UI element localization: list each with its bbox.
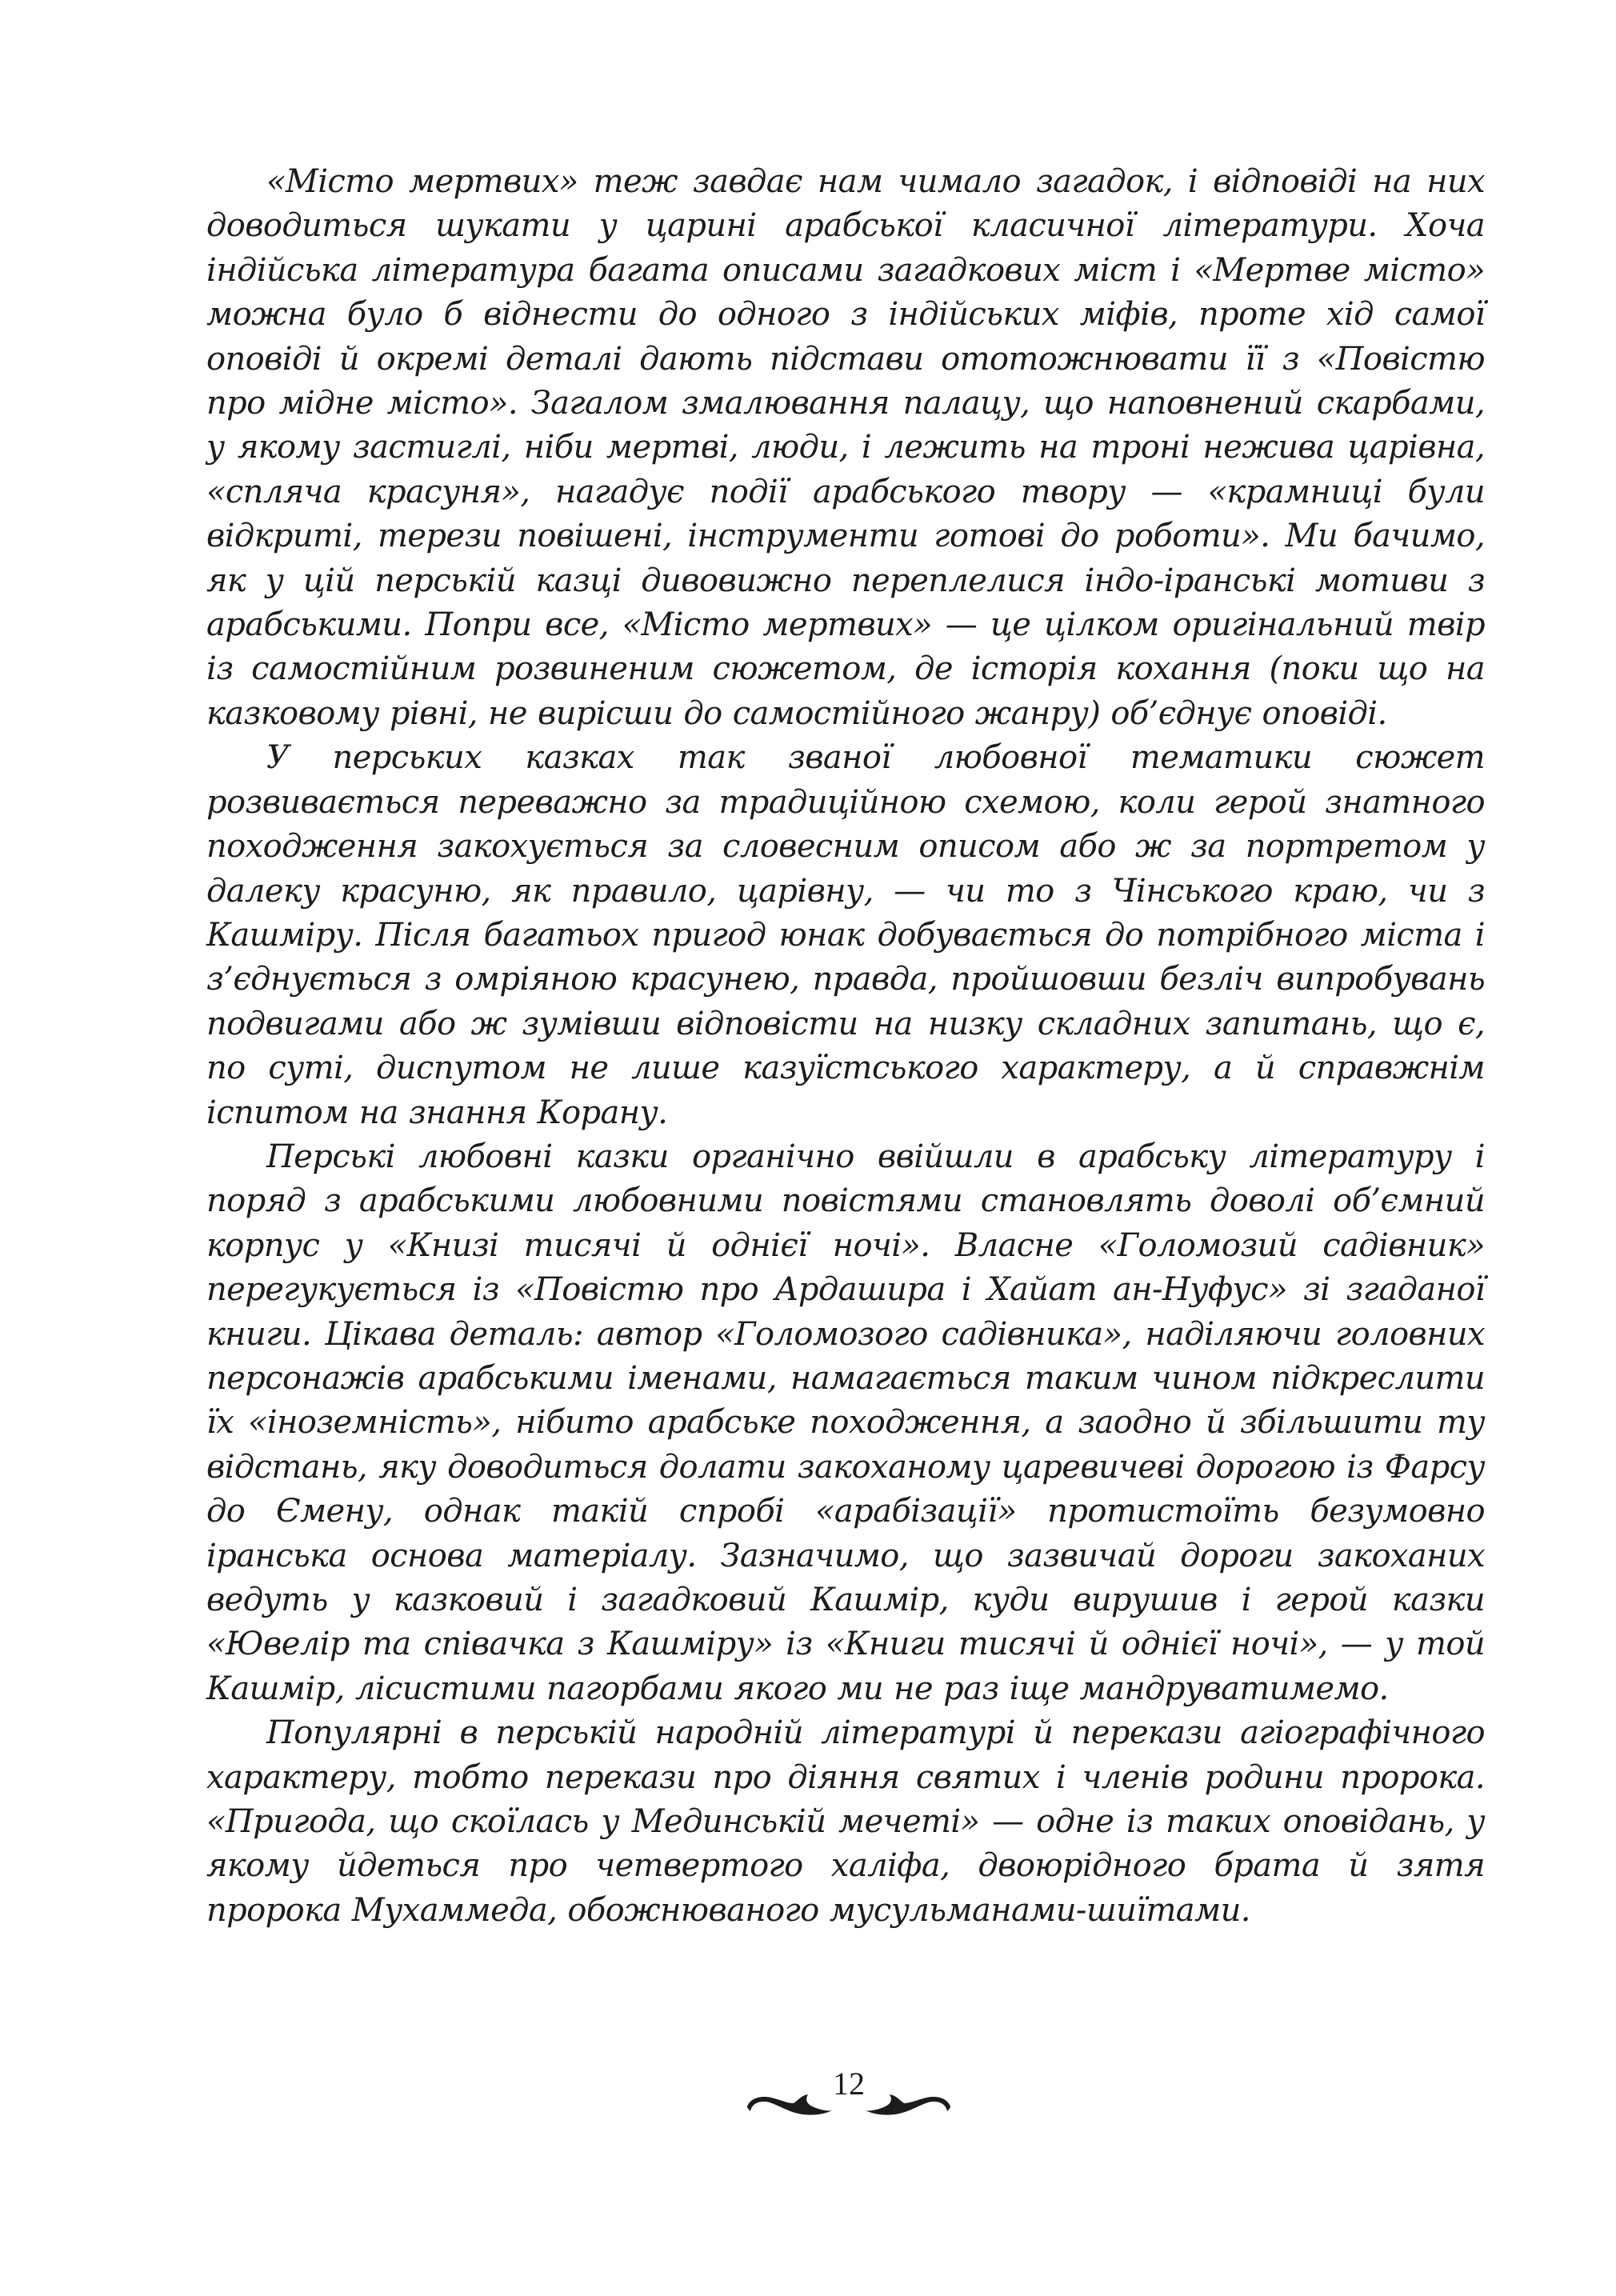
- paragraph-4: Популярні в перській народній літературі й перекази агіографічного характеру, тобто перекази про діяння святих і членів родини пророка. «Пригода, що скоїлась у Мединській мечеті» — одне із таких оповідань, у якому йдеться про четвертого халіфа, двоюрідного брата й зятя пророка Мухаммеда, обожнюваного мусульманами-шиїтами.: [206, 1714, 1485, 1929]
- left-swash-ornament-icon: [746, 2090, 834, 2118]
- right-swash-ornament-icon: [864, 2090, 952, 2118]
- body-text: [206, 160, 1485, 1933]
- paragraph-1: «Місто мертвих» теж завдає нам чимало загадок, і відповіді на них доводиться шукати у царині арабської класичної літератури. Хоча індійська література багата описами загадкових міст і «Мертве місто» можна було б віднести до одного з індійських міфів, проте хід самої оповіді й окремі деталі дають підстави ототожнювати її з «Повістю про мідне місто». Загалом змалювання палацу, що наповнений скарбами, у якому застиглі, ніби мертві, люди, і лежить на троні нежива царівна, «спляча красуня», нагадує події арабського твору — «крамниці були відкриті, терези повішені, інструменти готові до роботи». Ми бачимо, як у цій перській казці дивовижно переплелися індо-іранські мотиви з арабськими. Попри все, «Місто мертвих» — це цілком оригінальний твір із самостійним розвиненим сюжетом, де історія кохання (поки що на казковому рівні, не вирісши до самостійного жанру) об’єднує оповіді.: [206, 163, 1485, 732]
- page-footer-folio: [744, 2066, 954, 2124]
- paragraph-3: Перські любовні казки органічно ввійшли в арабську літературу і поряд з арабськими любовними повістями становлять доволі об’ємний корпус у «Книзі тисячі й однієї ночі». Власне «Голомозий садівник» перегукується із «Повістю про Ардашира і Хайат ан-Нуфус» зі згаданої книги. Цікава деталь: автор «Голомозого садівника», наділяючи головних персонажів арабськими іменами, намагається таким чином підкреслити їх «іноземність», нібито арабське походження, а заодно й збільшити ту відстань, яку доводиться долати закоханому царевичеві дорогою із Фарсу до Ємену, однак такій спробі «арабізації» протистоїть безумовно іранська основа матеріалу. Зазначимо, що зазвичай дороги закоханих ведуть у казковий і загадковий Кашмір, куди вирушив і герой казки «Ювелір та співачка з Кашміру» із «Книги тисячі й однієї ночі», — у той Кашмір, лісистими пагорбами якого ми не раз іще мандруватимемо.: [206, 1138, 1485, 1707]
- page-number: 12: [833, 2066, 865, 2102]
- paragraph-2: У перських казках так званої любовної тематики сюжет розвивається переважно за традиційною схемою, коли герой знатного походження закохується за словесним описом або ж за портретом у далеку красуню, як правило, царівну, — чи то з Чінського краю, чи з Кашміру. Після багатьох пригод юнак добувається до потрібного міста і з’єднується з омріяною красунею, правда, пройшовши безліч випробувань подвигами або ж зумівши відповісти на низку складних запитань, що є, по суті, диспутом не лише казуїстського характеру, а й справжнім іспитом на знання Корану.: [206, 739, 1485, 1131]
